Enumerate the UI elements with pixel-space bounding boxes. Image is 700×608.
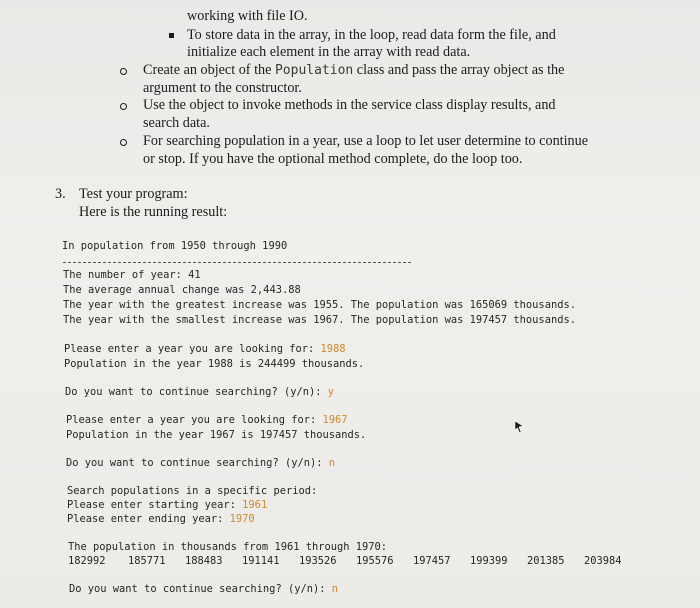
console-header: In population from 1950 through 1990 xyxy=(62,240,288,252)
user-input: n xyxy=(328,457,336,469)
population-value: 203984 xyxy=(584,555,622,567)
population-value: 195576 xyxy=(356,555,394,567)
step-title: Test your program: xyxy=(79,186,188,202)
console-period-result-title: The population in thousands from 1961 through 1970: xyxy=(68,541,388,553)
console-greatest: The year with the greatest increase was 1955. The population was 165069 thousands. xyxy=(63,299,576,311)
intro-line-3: initialize each element in the array with read data. xyxy=(187,44,471,60)
item-create-line-1 xyxy=(143,62,564,79)
item-search-line-1: For searching population in a year, use a loop to let user determine to continue xyxy=(143,133,589,149)
population-value: 188483 xyxy=(185,555,223,567)
population-value: 182992 xyxy=(68,555,106,567)
item-create-text: Create an object of the xyxy=(143,62,275,78)
prompt-text: Please enter a year you are looking for: xyxy=(66,414,323,426)
item-create-text-after: class and pass the array object as the xyxy=(353,62,565,78)
console-start-prompt xyxy=(67,498,267,513)
user-input: y xyxy=(327,386,335,398)
item-use-line-2: search data. xyxy=(143,115,210,131)
console-prompt-year-1 xyxy=(64,342,346,357)
step-number: 3. xyxy=(55,186,66,202)
console-period-title: Search populations in a specific period: xyxy=(67,485,318,497)
population-value: 199399 xyxy=(470,555,508,567)
console-result-2: Population in the year 1967 is 197457 thousands. xyxy=(66,429,367,441)
user-input: n xyxy=(331,583,339,595)
prompt-text: Please enter starting year: xyxy=(67,499,243,511)
prompt-text: Please enter a year you are looking for: xyxy=(64,343,321,355)
population-value: 185771 xyxy=(128,555,166,567)
item-create-line-2: argument to the constructor. xyxy=(143,80,302,96)
prompt-text: Please enter ending year: xyxy=(67,513,230,525)
user-input: 1970 xyxy=(229,513,255,525)
population-value: 191141 xyxy=(242,555,280,567)
console-avg-change: The average annual change was 2,443.88 xyxy=(63,284,301,296)
circle-bullet-icon xyxy=(120,139,127,146)
dashed-separator xyxy=(63,262,411,263)
circle-bullet-icon xyxy=(120,68,127,75)
circle-bullet-icon xyxy=(120,103,127,110)
intro-line-2: To store data in the array, in the loop, read data form the file, and xyxy=(187,27,556,43)
console-prompt-year-2 xyxy=(66,413,348,428)
population-values-row xyxy=(0,554,700,569)
user-input: 1961 xyxy=(242,499,268,511)
mouse-cursor-icon xyxy=(513,420,525,434)
population-class-code: Population xyxy=(274,63,354,78)
user-input: 1988 xyxy=(320,343,346,355)
prompt-text: Do you want to continue searching? (y/n): xyxy=(69,583,332,595)
user-input: 1967 xyxy=(322,414,348,426)
intro-line-1: working with file IO. xyxy=(187,8,308,24)
console-result-1: Population in the year 1988 is 244499 thousands. xyxy=(64,358,365,370)
prompt-text: Do you want to continue searching? (y/n): xyxy=(66,457,329,469)
console-continue-2 xyxy=(66,456,335,471)
prompt-text: Do you want to continue searching? (y/n): xyxy=(65,386,328,398)
console-end-prompt xyxy=(67,512,255,527)
console-smallest: The year with the smallest increase was 1967. The population was 197457 thousands. xyxy=(63,314,576,326)
console-continue-3 xyxy=(69,582,338,597)
square-bullet-icon xyxy=(169,33,174,38)
population-value: 201385 xyxy=(527,555,565,567)
item-use-line-1: Use the object to invoke methods in the service class display results, and xyxy=(143,97,556,113)
console-num-years: The number of year: 41 xyxy=(63,269,201,281)
population-value: 197457 xyxy=(413,555,451,567)
step-subtitle: Here is the running result: xyxy=(79,204,228,220)
population-value: 193526 xyxy=(299,555,337,567)
item-search-line-2: or stop. If you have the optional method complete, do the loop too. xyxy=(143,151,523,167)
console-continue-1 xyxy=(65,385,334,400)
